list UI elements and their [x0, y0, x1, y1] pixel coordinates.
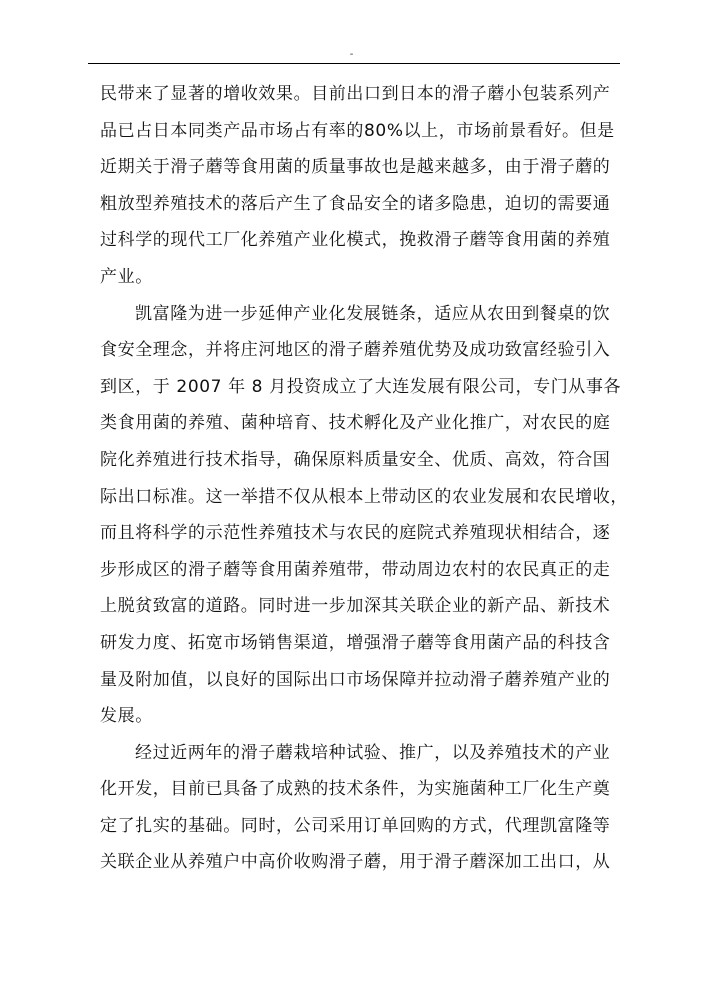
text-line: 上脱贫致富的道路。同时进一步加深其关联企业的新产品、新技术: [100, 596, 611, 617]
text-line: 关联企业从养殖户中高价收购滑子蘑，用于滑子蘑深加工出口，从: [100, 852, 611, 873]
text-line: 产业。: [100, 266, 153, 287]
text-line: 近期关于滑子蘑等食用菌的质量事故也是越来越多，由于滑子蘑的: [100, 157, 611, 178]
text-line: 化开发，目前已具备了成熟的技术条件，为实施菌种工厂化生产奠: [100, 779, 611, 800]
text-line: 研发力度、拓宽市场销售渠道，增强滑子蘑等食用菌产品的科技含: [100, 632, 611, 653]
text-line: 粗放型养殖技术的落后产生了食品安全的诸多隐患，迫切的需要通: [100, 193, 611, 214]
text-line: 过科学的现代工厂化养殖产业化模式，挽救滑子蘑等食用菌的养殖: [100, 230, 611, 251]
text-line: 量及附加值，以良好的国际出口市场保障并拉动滑子蘑养殖产业的: [100, 669, 611, 690]
text-line: 定了扎实的基础。同时，公司采用订单回购的方式，代理凯富隆等: [100, 815, 611, 836]
paragraph-1: [100, 76, 620, 296]
text-line: 步形成区的滑子蘑等食用菌养殖带，带动周边农村的农民真正的走: [100, 559, 611, 580]
paragraph-3: [100, 735, 620, 881]
text-line: 际出口标准。这一举措不仅从根本上带动区的农业发展和农民增收，: [100, 486, 628, 507]
text-line: 到区，于 2007 年 8 月投资成立了大连发展有限公司，专门从事各: [100, 376, 622, 397]
text-line: 经过近两年的滑子蘑栽培种试验、推广，以及养殖技术的产业: [135, 742, 611, 763]
text-line: 民带来了显著的增收效果。目前出口到日本的滑子蘑小包装系列产: [100, 84, 611, 104]
header-rule: [88, 63, 620, 64]
text-line: 发展。: [100, 706, 153, 727]
page-header-mark: -: [349, 49, 354, 60]
text-line: 品已占日本同类产品市场占有率的80%以上，市场前景看好。但是: [100, 120, 615, 141]
paragraph-2: [100, 296, 628, 735]
text-line: 院化养殖进行技术指导，确保原料质量安全、优质、高效，符合国: [100, 449, 611, 470]
text-line: 食安全理念，并将庄河地区的滑子蘑养殖优势及成功致富经验引入: [100, 340, 611, 361]
text-line: 类食用菌的养殖、菌种培育、技术孵化及产业化推广，对农民的庭: [100, 413, 611, 434]
text-line: 凯富隆为进一步延伸产业化发展链条，适应从农田到餐桌的饮: [135, 303, 611, 324]
text-line: 而且将科学的示范性养殖技术与农民的庭院式养殖现状相结合，逐: [100, 523, 611, 544]
document-body: [100, 76, 628, 881]
